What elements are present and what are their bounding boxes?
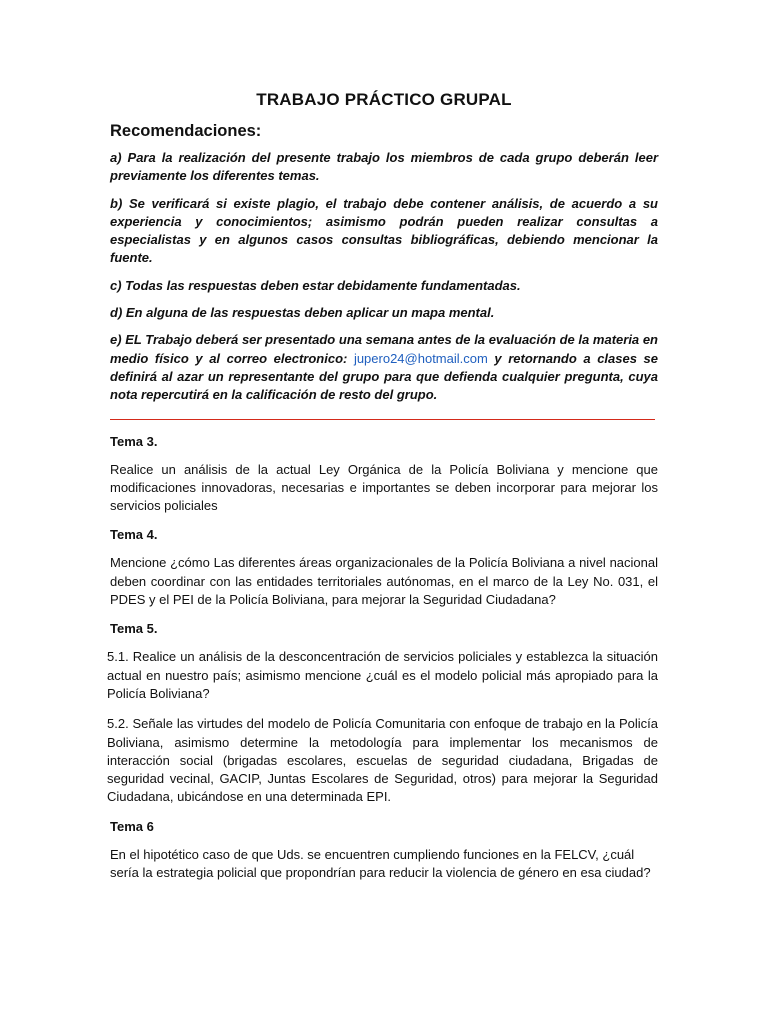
- tema-6-heading: Tema 6: [110, 818, 154, 834]
- document-title: TRABAJO PRÁCTICO GRUPAL: [256, 90, 512, 109]
- red-divider: [110, 419, 655, 420]
- recommendations-heading: Recomendaciones:: [110, 122, 262, 140]
- tema-5-2-text: 5.2. Señale las virtudes del modelo de Policía Comunitaria con enfoque de trabajo en la Policía Boliviana, asimismo determine la metodología para implementar los mecanismos de interacción social (brigadas escolares, escuelas de seguridad ciudadana, Brigadas de seguridad vecinal, GACIP, Juntas Escolares de Seguridad, otros) para mejorar la Seguridad Ciudadana, ubicándose en una determinada EPI.: [107, 716, 658, 805]
- recommendation-e-part2: y retornando a clases se definirá al azar un representante del grupo para que defienda cualquier pregunta, cuya nota repercutirá en la calificación de resto del grupo.: [110, 350, 659, 403]
- tema-3-text: Realice un análisis de la actual Ley Orgánica de la Policía Boliviana y mencione que modificaciones innovadoras, necesarias e importantes se deben incorporar para mejorar los servicios policiales: [110, 461, 658, 514]
- recommendation-e-part1: e) EL Trabajo deberá ser presentado una semana antes de la evaluación de la materia en medio físico y al correo electronico:: [110, 332, 658, 366]
- recommendation-e: [110, 331, 658, 404]
- recommendation-b: b) Se verificará si existe plagio, el trabajo debe contener análisis, de acuerdo a su experiencia y conocimientos; asimismo podrán pueden realizar consultas a especialistas y en algunos casos consultas bibliográficas, debiendo mencionar la fuente.: [110, 195, 658, 266]
- tema-6-text: En el hipotético caso de que Uds. se encuentren cumpliendo funciones en la FELCV, ¿cuál sería la estrategia policial que propondrían para reducir la violencia de género en esa ciudad?: [110, 846, 651, 881]
- email-link[interactable]: jupero24@hotmail.com: [353, 350, 488, 366]
- recommendation-c: c) Todas las respuestas deben estar debidamente fundamentadas.: [110, 277, 521, 293]
- tema-5-1-text: 5.1. Realice un análisis de la desconcentración de servicios policiales y establezca la situación actual en nuestro país; asimismo mencione ¿cuál es el modelo policial más apropiado para la Policía Boliviana?: [107, 649, 658, 701]
- recommendation-a: a) Para la realización del presente trabajo los miembros de cada grupo deberán leer previamente los diferentes temas.: [110, 150, 658, 184]
- tema-5-heading: Tema 5.: [110, 621, 158, 637]
- recommendation-d: d) En alguna de las respuestas deben aplicar un mapa mental.: [110, 305, 495, 321]
- tema-4-heading: Tema 4.: [110, 527, 158, 543]
- document-page: [107, 90, 659, 894]
- tema-4-text: Mencione ¿cómo Las diferentes áreas organizacionales de la Policía Boliviana a nivel nacional deben coordinar con las entidades territoriales autónomas, en el marco de la Ley No. 031, el PDES y el PEI de la Policía Boliviana, para mejorar la Seguridad Ciudadana?: [110, 555, 658, 608]
- tema-3-heading: Tema 3.: [110, 433, 158, 449]
